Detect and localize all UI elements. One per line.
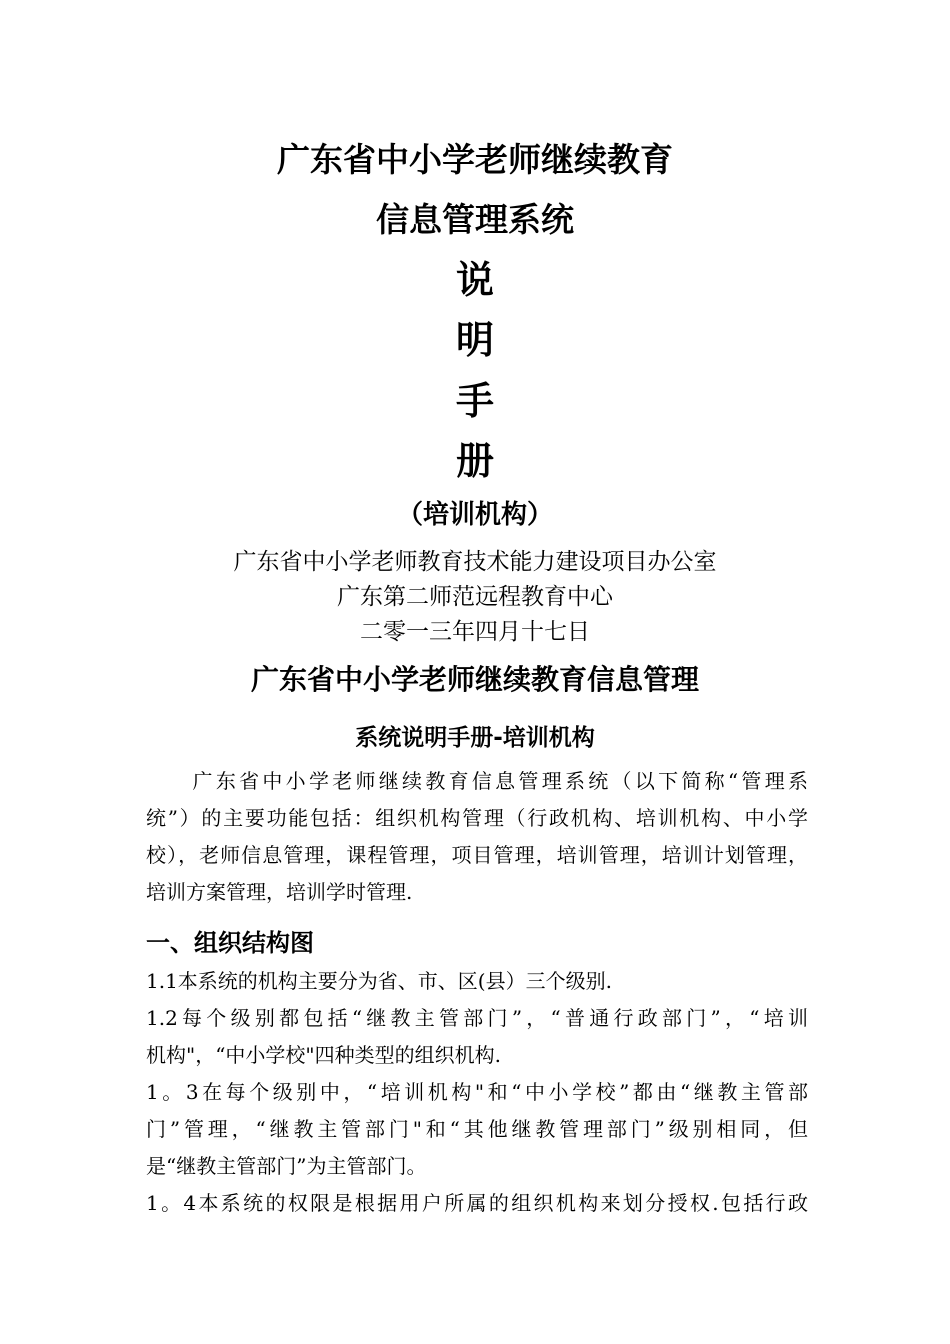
section-line: 1。3在每个级别中，“培训机构"和“中小学校”都由“继教主管部 <box>146 1080 808 1104</box>
intro-line: 统”）的主要功能包括：组织机构管理（行政机构、培训机构、中小学 <box>146 806 808 830</box>
title-line-2: 信息管理系统 <box>376 200 574 239</box>
sub-heading: 系统说明手册-培训机构 <box>355 725 595 751</box>
intro-paragraph <box>146 763 808 911</box>
main-heading: 广东省中小学老师继续教育信息管理 <box>250 663 699 696</box>
title-char-1: 说 <box>455 258 494 302</box>
title-line-1: 广东省中小学老师继续教育 <box>277 140 673 179</box>
intro-line: 广东省中小学老师继续教育信息管理系统（以下简称“管理系 <box>146 769 808 793</box>
org-line-2: 广东第二师范远程教育中心 <box>337 584 613 610</box>
title-char-2: 明 <box>455 318 494 362</box>
intro-line: 校），老师信息管理，课程管理，项目管理，培训管理，培训计划管理， <box>146 843 808 867</box>
section-line: 1.1本系统的机构主要分为省、市、区(县）三个级别. <box>146 969 612 993</box>
section-1-body <box>146 963 808 1222</box>
section-line: 1。4本系统的权限是根据用户所属的组织机构来划分授权.包括行政 <box>146 1191 808 1215</box>
section-1-title: 一、组织结构图 <box>146 929 314 957</box>
section-line: 门”管理，“继教主管部门"和“其他继教管理部门”级别相同，但 <box>146 1117 808 1141</box>
subtitle: （培训机构） <box>396 500 553 530</box>
section-line: 是“继教主管部门”为主管部门。 <box>146 1154 427 1178</box>
title-char-4: 册 <box>455 439 494 483</box>
org-line-1: 广东省中小学老师教育技术能力建设项目办公室 <box>233 549 717 575</box>
intro-line: 培训方案管理，培训学时管理. <box>146 880 413 904</box>
section-line: 机构"，“中小学校"四种类型的组织机构. <box>146 1043 501 1067</box>
date-line: 二零一三年四月十七日 <box>360 619 590 645</box>
section-line: 1.2每个级别都包括“继教主管部门”，“普通行政部门”，“培训 <box>146 1006 808 1030</box>
title-char-3: 手 <box>455 379 494 423</box>
